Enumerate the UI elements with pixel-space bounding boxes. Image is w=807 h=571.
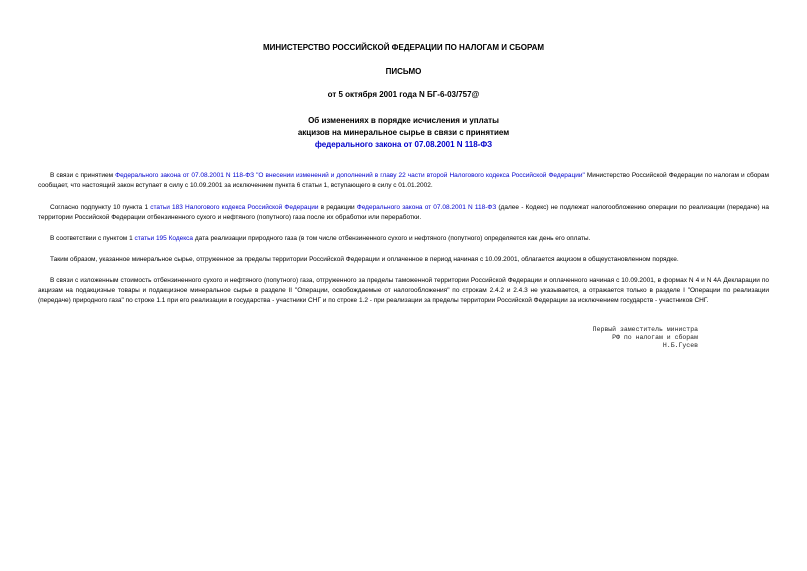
federal-law-link[interactable]: Федерального закона от 07.08.2001 N 118-ФЗ bbox=[115, 172, 255, 179]
paragraph-5 bbox=[38, 276, 769, 306]
paragraph-text: Министерство Российской Федерации по налогам и сборам сообщает, что настоящий закон вступает в силу с 10.09.2001 за исключением пункта 6 статьи 1, вступающего в силу с 01.01.2002. bbox=[38, 172, 770, 189]
paragraph-text: В соответствии с пунктом 1 bbox=[50, 235, 135, 242]
document-date-number: от 5 октября 2001 года N БГ-6-03/757@ bbox=[327, 90, 480, 99]
tax-code-article-183-link[interactable]: статьи 183 Налогового кодекса Российской Федерации bbox=[150, 204, 319, 211]
paragraph-4 bbox=[38, 255, 769, 265]
law-title-link[interactable]: "О внесении изменений и дополнений в главу 22 части второй Налогового кодекса Российской Федерации" bbox=[254, 172, 585, 179]
paragraph-text: В связи с изложенным стоимость отбензиненного сухого и нефтяного (попутного) газа, отгруженного за пределы таможенной территории Российской Федерации и оплаченного начиная с 10.09.2001, в формах N 4 и N 4А Декларации по акцизам на подакцизные товары и подакцизное минеральное сырье в разделе II "Операции, освобождаемые от налогообложения" по строкам 2.4.2 и 2.4.3 не указывается, а отражается только в разделе I "Операции по реализации (передаче) природного газа" по строке 1.1 при его реализации в государства - участники СНГ и по строке 1.2 - при реализации за пределы территории Российской Федерации за исключением государств - участников СНГ. bbox=[38, 277, 769, 304]
paragraph-1 bbox=[38, 171, 769, 191]
document-type: ПИСЬМО bbox=[385, 67, 422, 76]
paragraph-text: дата реализации природного газа (в том числе отбензиненного сухого и нефтяного (попутного) определяется как день его оплаты. bbox=[193, 235, 591, 242]
title-line-1: Об изменениях в порядке исчисления и уплаты bbox=[308, 116, 499, 125]
paragraph-text: Таким образом, указанное минеральное сырье, отгруженное за пределы территории Российской Федерации и оплаченное в период начиная с 10.09.2001, облагается акцизом в общеустановленном порядке. bbox=[50, 256, 679, 263]
title-line-2: акцизов на минеральное сырье в связи с принятием bbox=[297, 128, 510, 137]
code-article-195-link[interactable]: статьи 195 Кодекса bbox=[134, 235, 194, 242]
paragraph-2 bbox=[38, 203, 769, 223]
paragraph-text: В связи с принятием bbox=[50, 172, 116, 179]
paragraph-text: (далее - Кодекс) не подлежат налогообложению операции по реализации (передаче) на территории Российской Федерации отбензиненного сухого и нефтяного (попутного) газа после их обработки или переработки. bbox=[38, 204, 769, 221]
signature-position: Первый заместитель министра bbox=[592, 326, 698, 333]
title-law-link[interactable]: федерального закона от 07.08.2001 N 118-ФЗ bbox=[314, 140, 493, 149]
signature-block bbox=[512, 326, 698, 350]
document-title bbox=[38, 115, 769, 151]
paragraph-text: Согласно подпункту 10 пункта 1 bbox=[50, 204, 151, 211]
paragraph-3 bbox=[38, 234, 769, 244]
federal-law-link-2[interactable]: Федерального закона от 07.08.2001 N 118-ФЗ bbox=[356, 204, 497, 211]
paragraph-text: в редакции bbox=[318, 204, 357, 211]
ministry-heading: МИНИСТЕРСТВО РОССИЙСКОЙ ФЕДЕРАЦИИ ПО НАЛОГАМ И СБОРАМ bbox=[262, 43, 545, 52]
signature-ministry: РФ по налогам и сборам bbox=[612, 334, 698, 341]
signature-name: Н.Б.Гусев bbox=[662, 342, 698, 349]
